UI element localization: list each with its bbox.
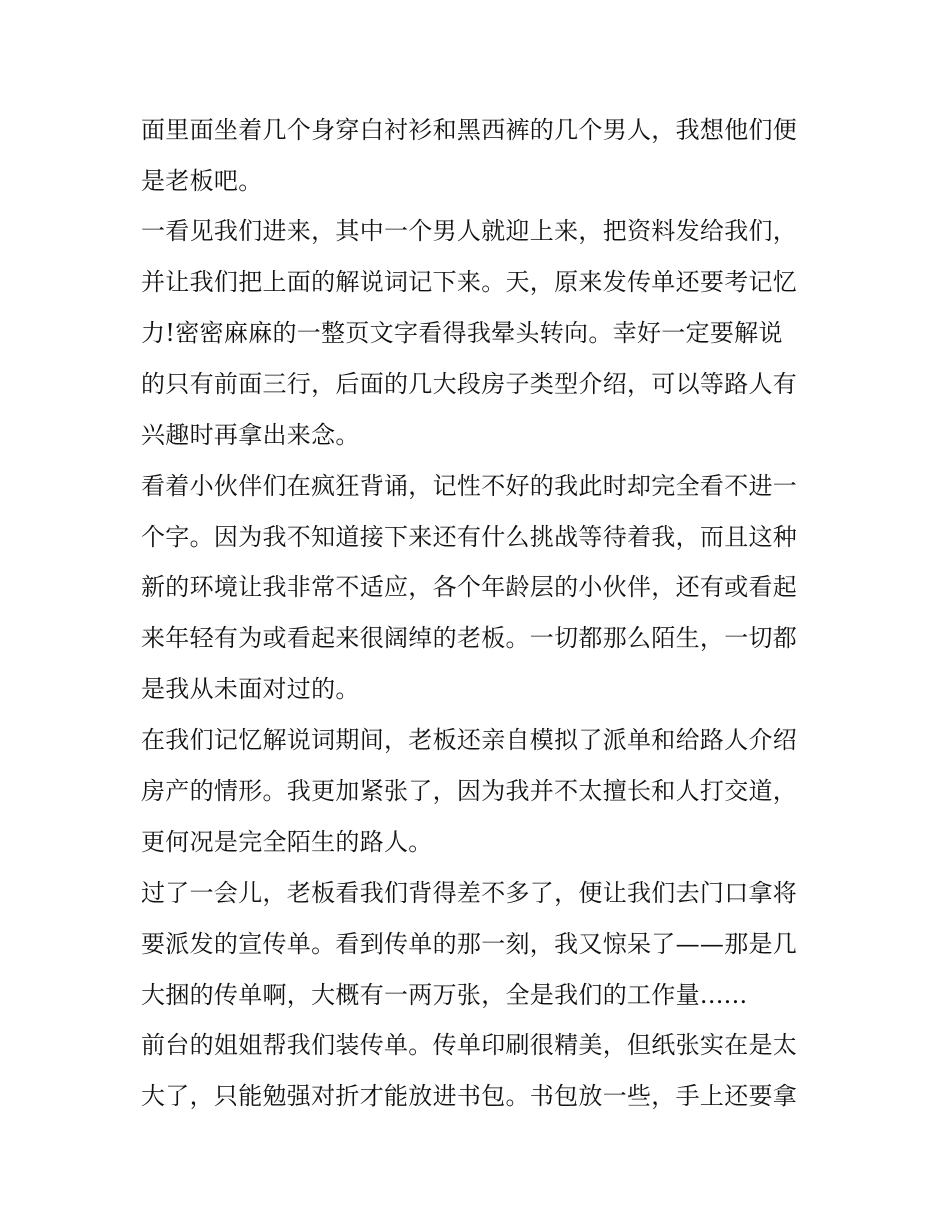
text-line: 更何况是完全陌生的路人。 xyxy=(141,828,433,856)
text-line: 是我从未面对过的。 xyxy=(141,675,360,703)
text-line: 来年轻有为或看起来很阔绰的老板。一切都那么陌生，一切都 xyxy=(141,624,798,652)
text-line: 个字。因为我不知道接下来还有什么挑战等待着我，而且这种 xyxy=(141,523,798,551)
text-line: 大了，只能勉强对折才能放进书包。书包放一些，手上还要拿 xyxy=(141,1082,798,1110)
text-line: 在我们记忆解说词期间，老板还亲自模拟了派单和给路人介绍 xyxy=(141,726,798,754)
text-line: 大捆的传单啊，大概有一两万张，全是我们的工作量...... xyxy=(141,981,748,1009)
text-line: 房产的情形。我更加紧张了，因为我并不太擅长和人打交道， xyxy=(141,777,798,805)
text-line: 要派发的宣传单。看到传单的那一刻，我又惊呆了——那是几 xyxy=(141,930,798,958)
text-line: 是老板吧。 xyxy=(141,167,263,195)
text-line: 并让我们把上面的解说词记下来。天，原来发传单还要考记忆 xyxy=(141,268,798,296)
text-line: 一看见我们进来，其中一个男人就迎上来，把资料发给我们， xyxy=(141,217,798,245)
text-line: 的只有前面三行，后面的几大段房子类型介绍，可以等路人有 xyxy=(141,370,798,398)
text-line: 力!密密麻麻的一整页文字看得我晕头转向。幸好一定要解说 xyxy=(141,319,783,347)
text-line: 面里面坐着几个身穿白衬衫和黑西裤的几个男人，我想他们便 xyxy=(141,116,798,144)
text-line: 新的环境让我非常不适应，各个年龄层的小伙伴，还有或看起 xyxy=(141,573,798,601)
text-line: 前台的姐姐帮我们装传单。传单印刷很精美，但纸张实在是太 xyxy=(141,1031,798,1059)
text-line: 过了一会儿，老板看我们背得差不多了，便让我们去门口拿将 xyxy=(141,879,798,907)
text-line: 兴趣时再拿出来念。 xyxy=(141,421,360,449)
text-line: 看着小伙伴们在疯狂背诵，记性不好的我此时却完全看不进一 xyxy=(141,472,798,500)
